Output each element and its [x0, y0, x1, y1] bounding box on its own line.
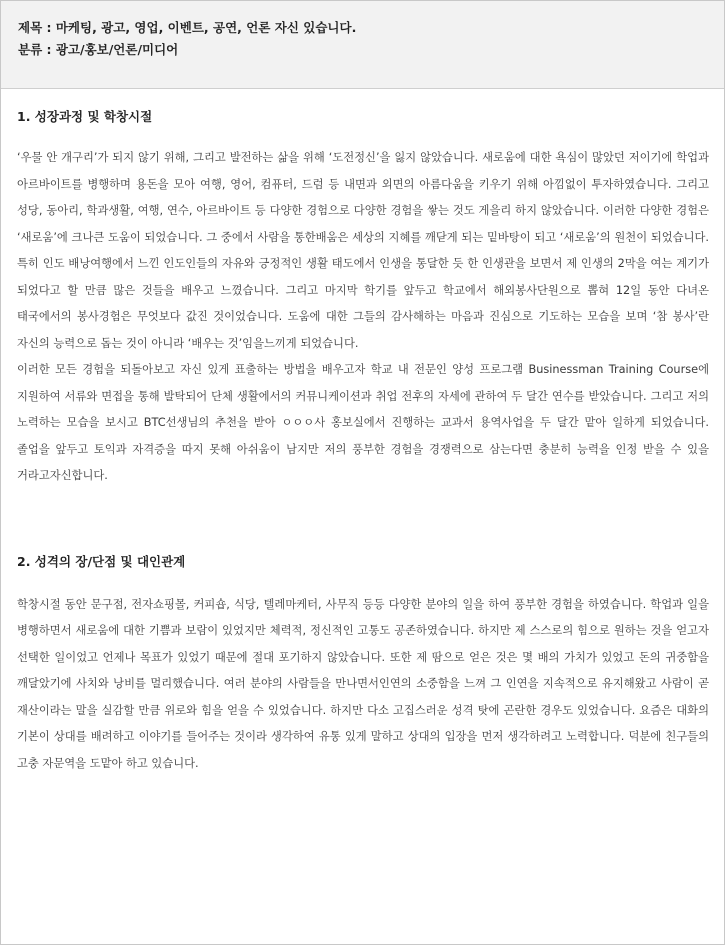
- title-value: 마케팅, 광고, 영업, 이벤트, 공연, 언론 자신 있습니다.: [55, 20, 357, 35]
- paragraph-growth-2: 이러한 모든 경험을 되돌아보고 자신 있게 표출하는 방법을 배우고자 학교 내 전문인 양성 프로그램 Businessman Training Course에 지원하여 서류와 면접을 통해 발탁되어 단체 생활에서의 커뮤니케이션과 취업 전후의 자세에 관하여 두 달간 연수를 받았습니다. 그리고 저의 노력하는 모습을 보시고 BTC선생님의 추천을 받아 ㅇㅇㅇ사 홍보실에서 진행하는 교과서 용역사업을 두 달간 맡아 일하게 되었습니다. 졸업을 앞두고 토익과 자격증을 따지 못해 아쉬움이 남지만 저의 풍부한 경험을 경쟁력으로 삼는다면 충분히 능력을 인정 받을 수 있을 거라고자신합니다.: [17, 363, 709, 482]
- category-line: [18, 39, 708, 61]
- section-spacer: [17, 490, 709, 552]
- category-value: 광고/홍보/언론/미디어: [55, 42, 179, 57]
- document-header: [1, 1, 724, 89]
- section-title-personality: 2. 성격의 장/단점 및 대인관계: [17, 553, 186, 569]
- document-body: [1, 107, 724, 777]
- paragraph-personality-1: 학창시절 동안 문구점, 전자쇼핑몰, 커피숍, 식당, 텔레마케터, 사무직 등등 다양한 분야의 일을 하여 풍부한 경험을 하였습니다. 학업과 일을 병행하면서 새로움에 대한 기쁨과 보람이 있었지만 체력적, 정신적인 고통도 공존하였습니다. 하지만 제 스스로의 힘으로 원하는 것을 얻고자 선택한 일이었고 언제나 목표가 있었기 때문에 절대 포기하지 않았습니다. 또한 제 땀으로 얻은 것은 몇 배의 가치가 있었고 돈의 귀중함을 깨달았기에 사치와 낭비를 멀리했습니다. 여러 분야의 사람들을 만나면서인연의 소중함을 느껴 그 인연을 지속적으로 유지해왔고 사람이 곧 재산이라는 말을 실감할 만큼 위로와 힘을 얻을 수 있었습니다. 하지만 다소 고집스러운 성격 탓에 곤란한 경우도 있었습니다. 요즘은 대화의 기본이 상대를 배려하고 이야기를 들어주는 것이라 생각하여 유통 있게 말하고 상대의 입장을 먼저 생각하려고 노력합니다. 덕분에 친구들의 고충 자문역을 도맡아 하고 있습니다.: [17, 597, 709, 770]
- section-title-growth: 1. 성장과정 및 학창시절: [17, 109, 153, 124]
- paragraph-growth-1: ‘우물 안 개구리’가 되지 않기 위해, 그리고 발전하는 삶을 위해 ‘도전정신’을 잃지 않았습니다. 새로움에 대한 욕심이 많았던 저이기에 학업과 아르바이트를 병행하며 용돈을 모아 여행, 영어, 컴퓨터, 드럼 등 내면과 외면의 아름다움을 키우기 위해 아낌없이 투자하였습니다. 그리고 성당, 동아리, 학과생활, 여행, 연수, 아르바이트 등 다양한 경험으로 다양한 경험을 쌓는 것도 게을리 하지 않았습니다. 이러한 다양한 경험은 ‘새로움’에 크나큰 도움이 되었습니다. 그 중에서 사람을 통한배움은 세상의 지혜를 깨닫게 되는 밑바탕이 되고 ‘새로움’의 원천이 되었습니다. 특히 인도 배낭여행에서 느낀 인도인들의 자유와 긍정적인 생활 태도에서 인생을 통달한 듯 한 인생관을 보면서 제 인생의 2막을 여는 계기가 되었다고 할 만큼 많은 것들을 배우고 느꼈습니다. 그리고 마지막 학기를 앞두고 학교에서 해외봉사단원으로 뽑혀 12일 동안 다녀온 태국에서의 봉사경험은 무엇보다 값진 것이었습니다. 도움에 대한 그들의 감사해하는 마음과 진심으로 기도하는 모습을 보며 ‘참 봉사’란 자신의 능력으로 돕는 것이 아니라 ‘배우는 것’임을느끼게 되었습니다.: [17, 151, 709, 350]
- title-line: [18, 17, 708, 39]
- category-label: 분류 :: [18, 42, 56, 57]
- title-label: 제목 :: [18, 20, 56, 35]
